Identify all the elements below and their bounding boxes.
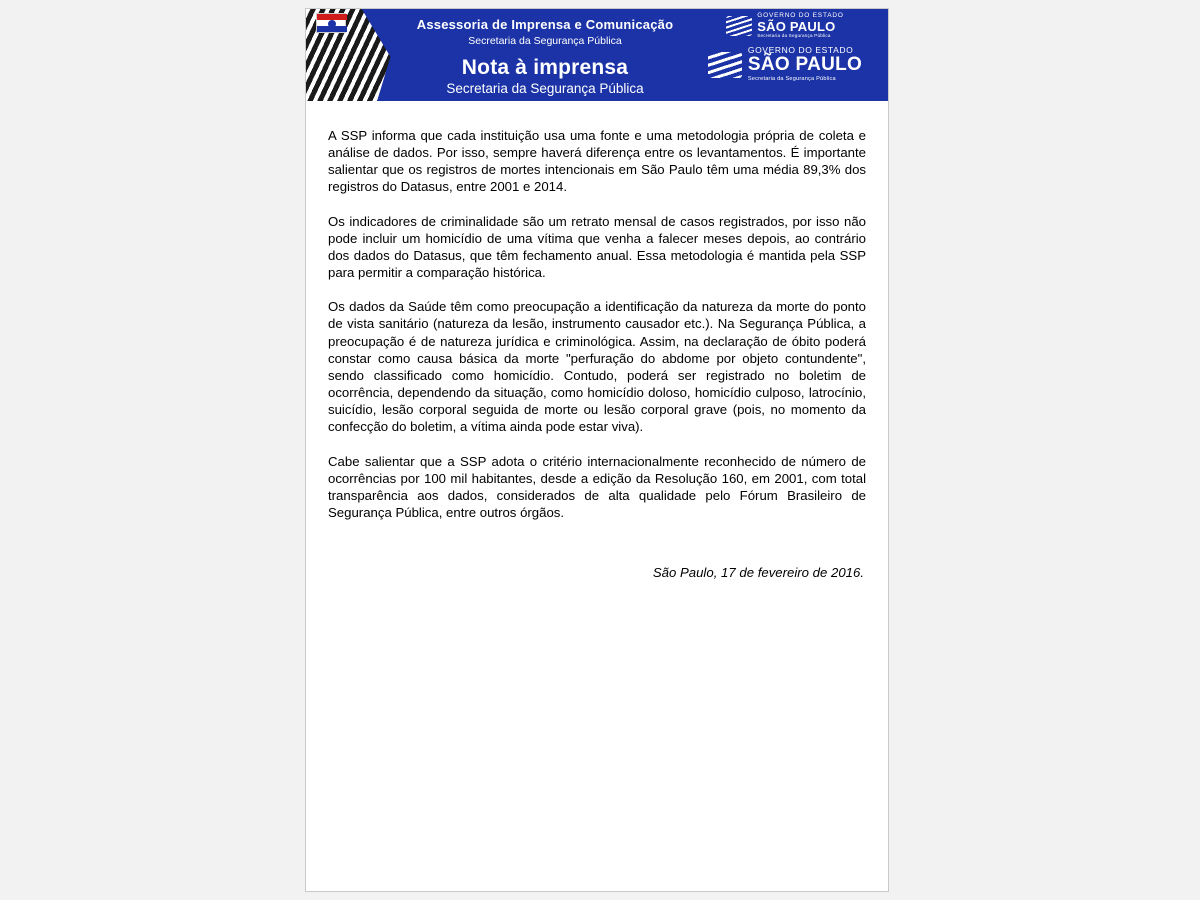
government-logo-bottom	[688, 46, 882, 83]
government-ribbon-icon-large	[708, 52, 742, 78]
government-logo-bottom-text	[748, 46, 862, 83]
gov-bottom-tiny-label: Secretaria da Segurança Pública	[747, 76, 836, 83]
banner-subtitle: Secretaria da Segurança Pública	[446, 81, 644, 96]
paragraph-2: Os indicadores de criminalidade são um retrato mensal de casos registrados, por isso não pode incluir um homicídio de uma vítima que venha a falecer meses depois, ao contrário dos dados do Datasus, que têm fechamento anual. Essa metodologia é mantida pela SSP para permitir a comparação histórica.	[328, 213, 866, 281]
paragraph-4: Cabe salientar que a SSP adota o critério internacionalmente reconhecido de número de ocorrências por 100 mil habitantes, desde a edição da Resolução 160, em 2001, com total transparência aos dados, considerados de alta qualidade pelo Fórum Brasileiro de Segurança Pública, entre outros órgãos.	[328, 453, 866, 520]
banner-title: Nota à imprensa	[461, 56, 629, 79]
press-release-banner	[306, 9, 888, 101]
banner-logos	[688, 9, 882, 101]
gov-top-tiny-label: Secretaria da Segurança Pública	[757, 33, 831, 39]
government-logo-top	[688, 9, 882, 39]
paragraph-1: A SSP informa que cada instituição usa uma fonte e uma metodologia própria de coleta e análise de dados. Por isso, sempre haverá diferença entre os levantamentos. É importante salientar que os registros de mortes intencionais em São Paulo têm uma média 89,3% dos registros do Datasus, entre 2001 e 2014.	[328, 128, 866, 195]
government-logo-top-text	[757, 13, 843, 39]
document-body	[306, 101, 888, 580]
government-ribbon-icon	[726, 16, 752, 36]
gov-top-big-label: SÃO PAULO	[757, 18, 836, 34]
paragraph-3: Os dados da Saúde têm como preocupação a identificação da natureza da morte do ponto de vista sanitário (natureza da lesão, instrumento causador etc.). Na Segurança Pública, a preocupação é de natureza jurídica e criminológica. Assim, na declaração de óbito poderá constar como causa básica da morte "perfuração do abdome por objeto contundente", sendo classificado como homicídio. Contudo, poderá ser registrado no boletim de ocorrência, dependendo da situação, como homicídio doloso, homicídio culposo, latrocínio, suicídio, lesão corporal seguida de morte ou lesão corporal grave (pois, no momento da confecção do boletim, a vítima ainda pode estar viva).	[328, 299, 866, 435]
gov-top-small-label: GOVERNO DO ESTADO	[757, 12, 844, 19]
sao-paulo-flag-icon	[316, 13, 346, 33]
gov-bottom-small-label: GOVERNO DO ESTADO	[747, 45, 854, 56]
banner-secretariat-line: Secretaria da Segurança Pública	[468, 35, 622, 47]
document-signature: São Paulo, 17 de fevereiro de 2016.	[652, 565, 864, 581]
gov-bottom-big-label: SÃO PAULO	[747, 54, 863, 76]
document-page	[305, 8, 889, 892]
banner-center-text	[402, 9, 688, 101]
banner-department-line: Assessoria de Imprensa e Comunicação	[416, 17, 674, 32]
flag-blue-stripe	[317, 26, 347, 32]
